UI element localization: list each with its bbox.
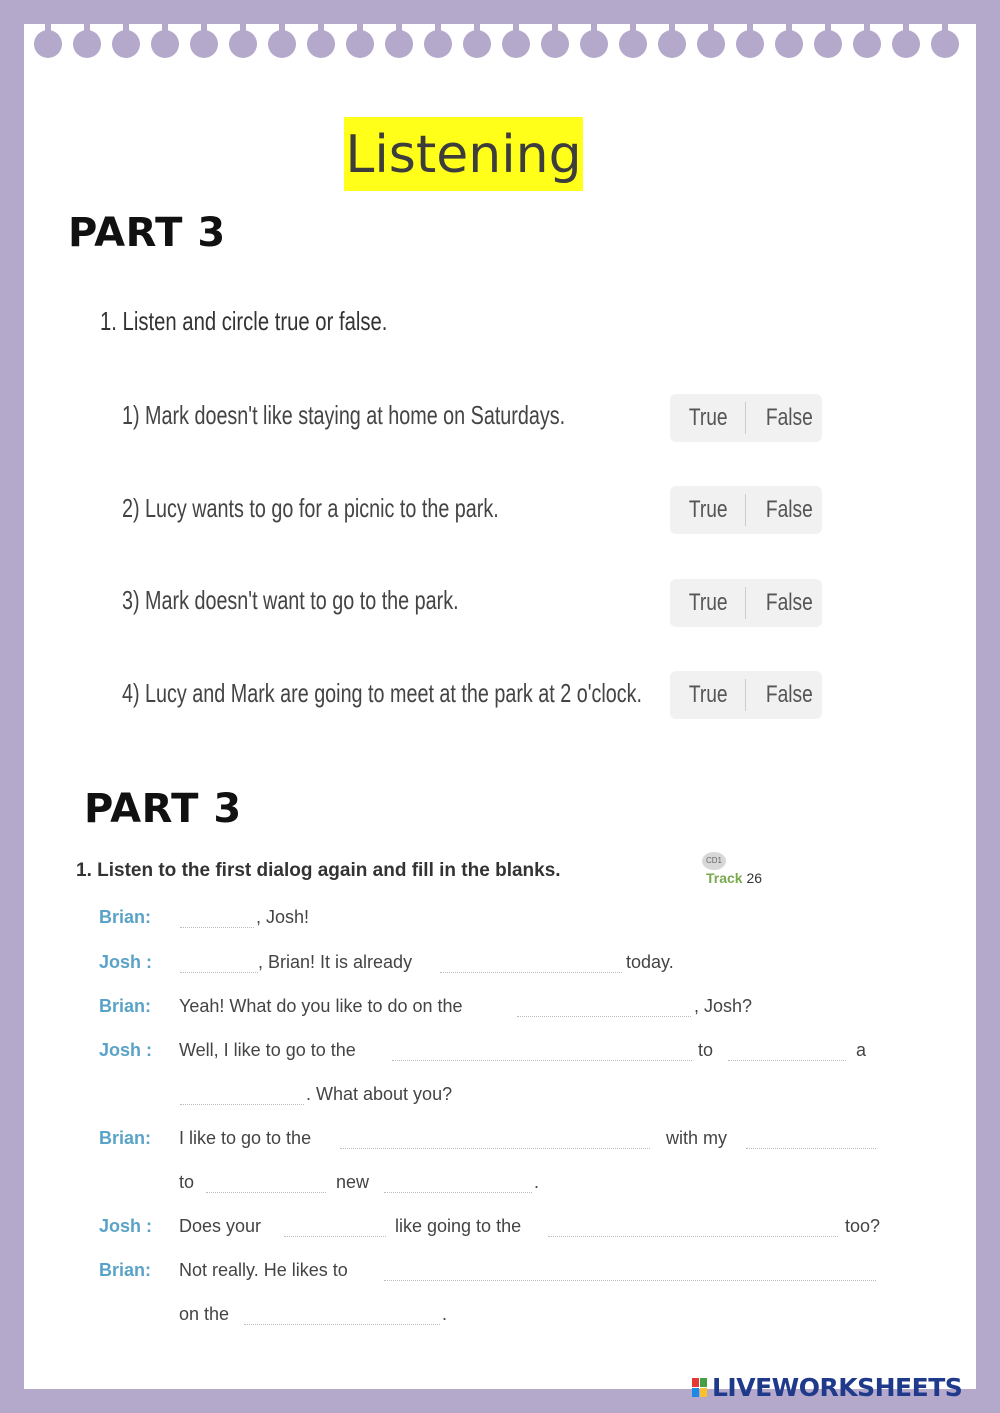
dialog-text: to	[179, 1172, 195, 1192]
statement-1: 1) Mark doesn't like staying at home on Saturdays.	[122, 400, 566, 430]
false-option[interactable]: False	[765, 681, 813, 708]
true-false-choice-4	[670, 671, 822, 719]
dialog-text: , Josh?	[694, 996, 753, 1016]
dialog-text: on the	[179, 1304, 230, 1324]
statement-4: 4) Lucy and Mark are going to meet at the park at 2 o'clock.	[122, 678, 643, 708]
false-option[interactable]: False	[765, 589, 813, 616]
true-option[interactable]: True	[688, 496, 728, 523]
true-false-choice-3	[670, 579, 822, 627]
part-b-heading: PART 3	[84, 786, 242, 832]
part-a-instruction: 1. Listen and circle true or false.	[100, 306, 388, 336]
blank-field[interactable]	[244, 1323, 440, 1325]
speaker-label: Brian:	[99, 1260, 152, 1280]
speaker-label: Josh :	[99, 1216, 153, 1236]
logo-mark-icon	[692, 1378, 708, 1398]
false-option[interactable]: False	[765, 496, 813, 523]
speaker-label: Josh :	[99, 1040, 153, 1060]
blank-field[interactable]	[284, 1235, 386, 1237]
dialog-text: new	[336, 1172, 370, 1192]
true-option[interactable]: True	[688, 589, 728, 616]
statement-3: 3) Mark doesn't want to go to the park.	[122, 585, 459, 615]
speaker-label: Josh :	[99, 952, 153, 972]
blank-field[interactable]	[384, 1279, 876, 1281]
dialog-text: to	[698, 1040, 714, 1060]
part-b-instruction: 1. Listen to the first dialog again and fill in the blanks.	[76, 860, 561, 881]
speaker-label: Brian:	[99, 1128, 152, 1148]
dialog-text: Does your	[179, 1216, 262, 1236]
dialog-text: . What about you?	[306, 1084, 453, 1104]
dialog-text: .	[442, 1304, 448, 1324]
true-option[interactable]: True	[688, 681, 728, 708]
liveworksheets-logo[interactable]	[692, 1373, 992, 1403]
blank-field[interactable]	[206, 1191, 326, 1193]
dialog-text: too?	[845, 1216, 881, 1236]
dialog-text: I like to go to the	[179, 1128, 312, 1148]
false-option[interactable]: False	[765, 404, 813, 431]
true-false-choice-2	[670, 486, 822, 534]
spiral-binding	[34, 30, 966, 62]
blank-field[interactable]	[384, 1191, 532, 1193]
blank-field[interactable]	[728, 1059, 846, 1061]
dialog-text: Yeah! What do you like to do on the	[179, 996, 463, 1016]
part-a-heading: PART 3	[68, 210, 226, 256]
blank-field[interactable]	[392, 1059, 692, 1061]
track-word: Track	[706, 870, 743, 886]
dialog-text: like going to the	[395, 1216, 522, 1236]
blank-field[interactable]	[548, 1235, 838, 1237]
dialog-text: , Josh!	[256, 907, 310, 927]
blank-field[interactable]	[746, 1147, 876, 1149]
blank-field[interactable]	[440, 971, 622, 973]
blank-field[interactable]	[180, 971, 258, 973]
brand-name: LIVEWORKSHEETS	[712, 1373, 963, 1402]
statement-2: 2) Lucy wants to go for a picnic to the park.	[122, 493, 499, 523]
cd-icon: CD1	[702, 852, 726, 870]
blank-field[interactable]	[180, 1103, 304, 1105]
page-title: Listening	[345, 125, 582, 185]
speaker-label: Brian:	[99, 996, 152, 1016]
blank-field[interactable]	[517, 1015, 691, 1017]
dialog-text: today.	[626, 952, 674, 972]
track-number: 26	[746, 870, 763, 886]
speaker-label: Brian:	[99, 907, 152, 927]
blank-field[interactable]	[180, 926, 254, 928]
dialog-text: .	[534, 1172, 540, 1192]
dialog-text: Well, I like to go to the	[179, 1040, 356, 1060]
dialog-text: with my	[666, 1128, 728, 1148]
dialog-text: Not really. He likes to	[179, 1260, 348, 1280]
dialog-text: a	[856, 1040, 867, 1060]
true-false-choice-1	[670, 394, 822, 442]
track-label	[706, 870, 762, 886]
blank-field[interactable]	[340, 1147, 650, 1149]
dialog-text: , Brian! It is already	[258, 952, 413, 972]
true-option[interactable]: True	[688, 404, 728, 431]
